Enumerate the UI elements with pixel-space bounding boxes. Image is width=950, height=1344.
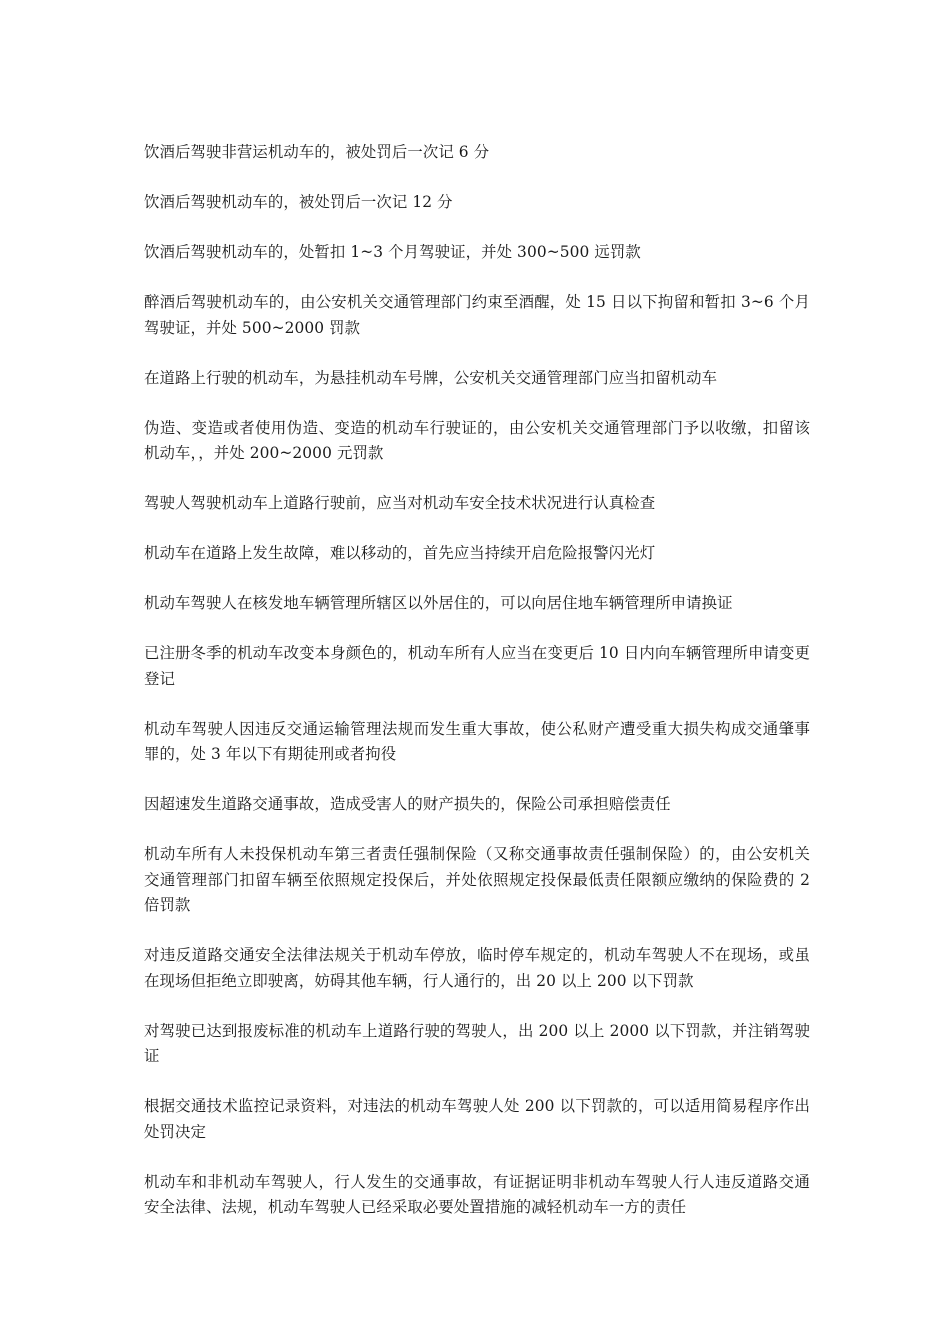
paragraph: 饮酒后驾驶机动车的，处暂扣 1~3 个月驾驶证，并处 300~500 远罚款 <box>144 243 641 261</box>
paragraph: 根据交通技术监控记录资料，对违法的机动车驾驶人处 200 以下罚款的，可以适用简易程序作出处罚决定 <box>144 1097 810 1141</box>
paragraph: 驾驶人驾驶机动车上道路行驶前，应当对机动车安全技术状况进行认真检查 <box>144 494 656 512</box>
paragraph: 饮酒后驾驶非营运机动车的，被处罚后一次记 6 分 <box>144 143 490 161</box>
paragraph: 机动车和非机动车驾驶人，行人发生的交通事故，有证据证明非机动车驾驶人行人违反道路交通安全法律、法规，机动车驾驶人已经采取必要处置措施的减轻机动车一方的责任 <box>144 1172 810 1216</box>
paragraph: 机动车驾驶人在核发地车辆管理所辖区以外居住的，可以向居住地车辆管理所申请换证 <box>144 594 733 612</box>
paragraph: 机动车驾驶人因违反交通运输管理法规而发生重大事故，使公私财产遭受重大损失构成交通肇事罪的，处 3 年以下有期徒刑或者拘役 <box>144 719 810 763</box>
paragraph: 机动车所有人未投保机动车第三者责任强制保险（又称交通事故责任强制保险）的，由公安机关交通管理部门扣留车辆至依照规定投保后，并处依照规定投保最低责任限额应缴纳的保险费的 2 倍罚款 <box>144 845 810 914</box>
paragraph: 在道路上行驶的机动车，为悬挂机动车号牌，公安机关交通管理部门应当扣留机动车 <box>144 368 718 387</box>
paragraph: 已注册冬季的机动车改变本身颜色的，机动车所有人应当在变更后 10 日内向车辆管理所申请变更登记 <box>144 644 810 688</box>
paragraph: 因超速发生道路交通事故，造成受害人的财产损失的，保险公司承担赔偿责任 <box>144 795 671 813</box>
paragraph: 伪造、变造或者使用伪造、变造的机动车行驶证的，由公安机关交通管理部门予以收缴，扣留该机动车，，并处 200~2000 元罚款 <box>144 418 810 462</box>
paragraph: 机动车在道路上发生故障，难以移动的，首先应当持续开启危险报警闪光灯 <box>144 544 656 562</box>
paragraph: 饮酒后驾驶机动车的，被处罚后一次记 12 分 <box>144 193 453 211</box>
paragraph: 醉酒后驾驶机动车的，由公安机关交通管理部门约束至酒醒，处 15 日以下拘留和暂扣 3~6 个月驾驶证，并处 500~2000 罚款 <box>144 293 810 337</box>
paragraph: 对驾驶已达到报废标准的机动车上道路行驶的驾驶人，出 200 以上 2000 以下罚款，并注销驾驶证 <box>144 1021 810 1065</box>
paragraph: 对违反道路交通安全法律法规关于机动车停放，临时停车规定的，机动车驾驶人不在现场，或虽在现场但拒绝立即驶离，妨碍其他车辆，行人通行的，出 20 以上 200 以下罚款 <box>144 946 810 990</box>
document-body <box>144 140 810 1245</box>
